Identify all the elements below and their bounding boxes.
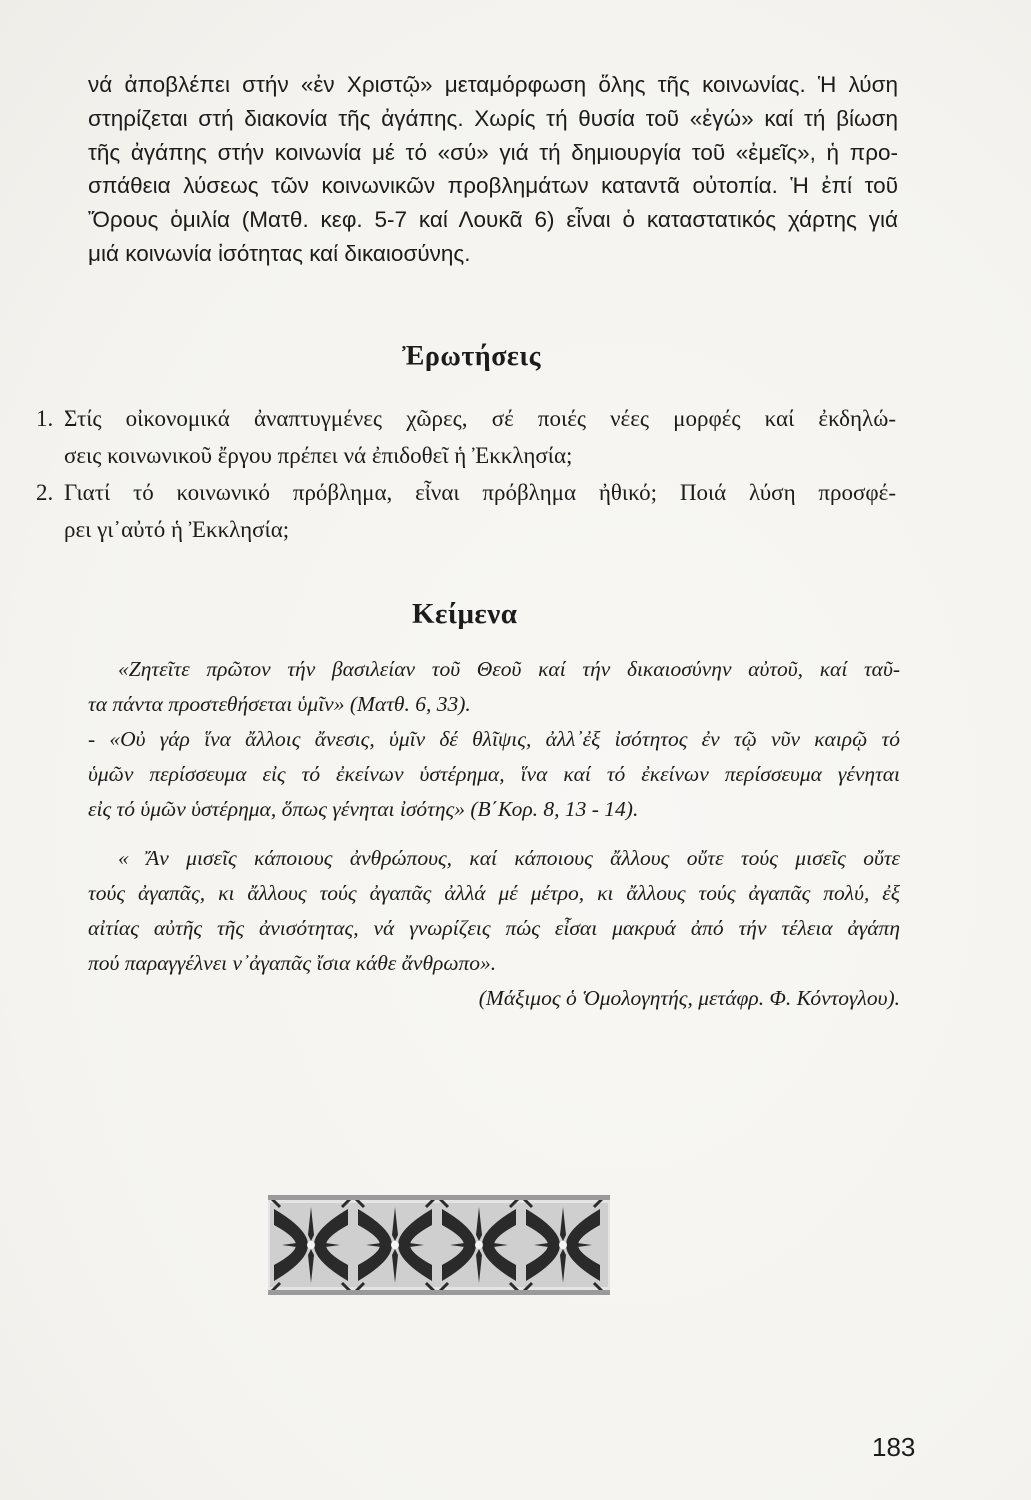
quote-line: τα πάντα προστεθήσεται ὑμῖν» (Ματθ. 6, 33). [88, 692, 471, 716]
quote-line: ὑμῶν περίσσευμα εἰς τό ἐκείνων ὑστέρημα, ἵνα καί τό ἐκείνων περίσσευμα γένηται [88, 762, 900, 786]
quotes-section [88, 652, 900, 1016]
intro-line: τῆς ἀγάπης στήν κοινωνία μέ τό «σύ» γιά τή δημιουργία τοῦ «ἐμεῖς», ἡ προ- [88, 139, 898, 165]
intro-paragraph [88, 68, 898, 271]
question-line: Στίς οἰκονομικά ἀναπτυγμένες χῶρες, σέ ποιές νέες μορφές καί ἐκδηλώ- [64, 406, 896, 431]
questions-list [36, 400, 896, 548]
texts-heading: Κείμενα [412, 598, 518, 630]
question-item [36, 400, 896, 474]
questions-heading: Ἐρωτήσεις [402, 341, 541, 372]
question-text [64, 400, 896, 474]
question-line: σεις κοινωνικοῦ ἔργου πρέπει νά ἐπιδοθεῖ ἡ Ἐκκλησία; [64, 443, 573, 468]
intro-line: νά ἀποβλέπει στήν «ἐν Χριστῷ» μεταμόρφωση ὅλης τῆς κοινωνίας. Ἡ λύση [88, 72, 898, 97]
quote-line: πού παραγγέλνει ν᾽ἀγαπᾶς ἴσια κάθε ἄνθρωπο». [88, 951, 497, 975]
quote-line: αἰτίας αὐτῆς τῆς ἀνισότητας, νά γνωρίζεις πώς εἶσαι μακρυά ἀπό τήν τέλεια ἀγάπη [88, 916, 900, 940]
question-line: ρει γι᾽αὐτό ἡ Ἐκκλησία; [64, 517, 290, 542]
question-number: 1. [36, 406, 54, 431]
quote-line: εἰς τό ὑμῶν ὑστέρημα, ὅπως γένηται ἰσότης» (Β΄Κορ. 8, 13 - 14). [88, 797, 639, 821]
quote-maximos [88, 841, 900, 1016]
question-text [64, 474, 896, 548]
intro-line: Ὄρους ὁμιλία (Ματθ. κεφ. 5-7 καί Λουκᾶ 6) εἶναι ὁ καταστατικός χάρτης γιά [88, 207, 898, 233]
quote-corinthians [88, 722, 900, 827]
quote-line: τούς ἀγαπᾶς, κι ἄλλους τούς ἀγαπᾶς ἀλλά μέ μέτρο, κι ἄλλους τούς ἀγαπᾶς πολύ, ἐξ [88, 881, 900, 905]
quote-attribution: (Μάξιμος ὁ Ὁμολογητής, μετάφρ. Φ. Κόντογλου). [478, 986, 900, 1010]
quote-line: « Ἄν μισεῖς κάποιους ἀνθρώπους, καί κάποιους ἄλλους οὔτε τούς μισεῖς οὔτε [118, 846, 900, 870]
question-line: Γιατί τό κοινωνικό πρόβλημα, εἶναι πρόβλημα ἠθικό; Ποιά λύση προσφέ- [64, 480, 896, 505]
intro-line: σπάθεια λύσεως τῶν κοινωνικῶν προβλημάτων καταντᾶ οὐτοπία. Ἡ ἐπί τοῦ [88, 173, 898, 199]
page-number: 183 [872, 1432, 916, 1462]
spacer [88, 827, 900, 841]
intro-line: στηρίζεται στή διακονία τῆς ἀγάπης. Χωρίς τή θυσία τοῦ «ἐγώ» καί τή βίωση [88, 105, 898, 131]
decorative-cross-border-icon [268, 1195, 610, 1295]
quote-matthew [88, 652, 900, 722]
quote-line: «Ζητεῖτε πρῶτον τήν βασιλείαν τοῦ Θεοῦ καί τήν δικαιοσύνην αὐτοῦ, καί ταῦ- [118, 657, 900, 681]
question-item [36, 474, 896, 548]
question-number: 2. [36, 480, 54, 505]
intro-line: μιά κοινωνία ἰσότητας καί δικαιοσύνης. [88, 240, 471, 266]
quote-line: - «Οὐ γάρ ἵνα ἄλλοις ἄνεσις, ὑμῖν δέ θλῖψις, ἀλλ᾽ἐξ ἰσότητος ἐν τῷ νῦν καιρῷ τό [88, 727, 900, 751]
